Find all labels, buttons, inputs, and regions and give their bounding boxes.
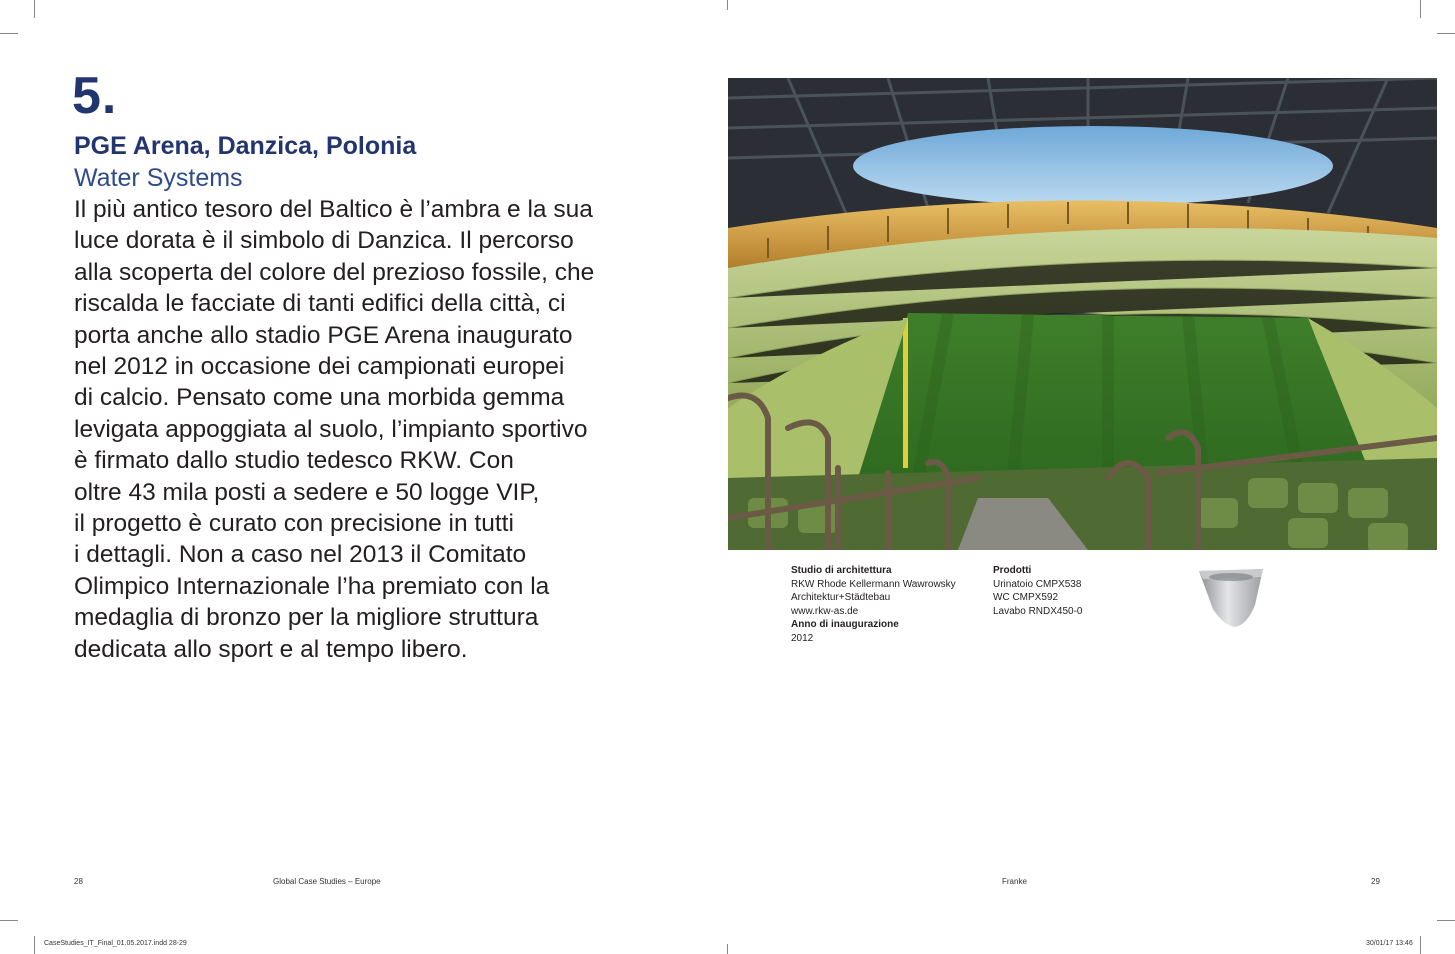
case-body-text xyxy=(74,194,634,665)
crop-mark xyxy=(1437,33,1455,34)
body-line: il progetto è curato con precisione in tutti xyxy=(74,510,514,538)
studio-url: www.rkw-as.de xyxy=(791,605,859,617)
body-line: levigata appoggiata al suolo, l’impianto sportivo xyxy=(74,415,588,443)
urinal-icon xyxy=(1195,565,1267,629)
right-page-number: 29 xyxy=(1371,877,1380,886)
body-line: oltre 43 mila posti a sedere e 50 logge VIP, xyxy=(74,478,540,506)
year-value: 2012 xyxy=(791,632,814,644)
left-running-title: Global Case Studies – Europe xyxy=(273,877,381,886)
year-heading: Anno di inaugurazione xyxy=(791,619,899,630)
body-line: Olimpico Internazionale l’ha premiato con la xyxy=(74,572,550,600)
body-line: dedicata allo sport e al tempo libero. xyxy=(74,635,468,663)
studio-name: RKW Rhode Kellermann Wawrowsky xyxy=(791,578,956,590)
body-line: porta anche allo stadio PGE Arena inaugurato xyxy=(74,321,573,349)
crop-mark xyxy=(727,0,728,10)
crop-mark xyxy=(0,33,18,34)
body-line: i dettagli. Non a caso nel 2013 il Comitato xyxy=(74,541,527,569)
stadium-photo xyxy=(728,78,1437,550)
body-line: alla scoperta del colore del prezioso fossile, che xyxy=(74,258,595,286)
studio-heading: Studio di architettura xyxy=(791,565,892,576)
crop-mark xyxy=(1437,920,1455,921)
case-subtitle: Water Systems xyxy=(74,164,243,192)
product-item: Urinatoio CMPX538 xyxy=(993,578,1082,590)
print-slug-timestamp: 30/01/17 13:46 xyxy=(1366,940,1413,947)
case-title: PGE Arena, Danzica, Polonia xyxy=(74,132,417,160)
crop-mark xyxy=(0,920,18,921)
crop-mark xyxy=(34,0,35,18)
body-line: nel 2012 in occasione dei campionati europei xyxy=(74,353,565,381)
body-line: Il più antico tesoro del Baltico è l’ambra e la sua xyxy=(74,196,593,223)
stadium-illustration xyxy=(728,78,1437,550)
case-number: 5. xyxy=(72,67,118,125)
architecture-credits xyxy=(791,564,956,645)
left-page-number: 28 xyxy=(74,877,83,886)
body-line: medaglia di bronzo per la migliore struttura xyxy=(74,604,539,632)
crop-mark xyxy=(34,936,35,954)
body-line: riscalda le facciate di tanti edifici della città, ci xyxy=(74,290,566,318)
products-credits xyxy=(993,564,1083,618)
right-running-title: Franke xyxy=(1002,877,1027,886)
product-item: Lavabo RNDX450-0 xyxy=(993,605,1083,617)
crop-mark xyxy=(727,944,728,954)
body-line: di calcio. Pensato come una morbida gemma xyxy=(74,384,565,412)
studio-sub: Architektur+Städtebau xyxy=(791,592,891,603)
urinal-product-photo xyxy=(1195,565,1267,629)
crop-mark xyxy=(1420,936,1421,954)
product-item: WC CMPX592 xyxy=(993,592,1059,603)
crop-mark xyxy=(1420,0,1421,18)
body-line: è firmato dallo studio tedesco RKW. Con xyxy=(74,447,514,475)
products-heading: Prodotti xyxy=(993,565,1032,576)
body-line: luce dorata è il simbolo di Danzica. Il percorso xyxy=(74,227,574,255)
print-slug-file: CaseStudies_IT_Final_01.05.2017.indd 28-29 xyxy=(44,940,187,947)
